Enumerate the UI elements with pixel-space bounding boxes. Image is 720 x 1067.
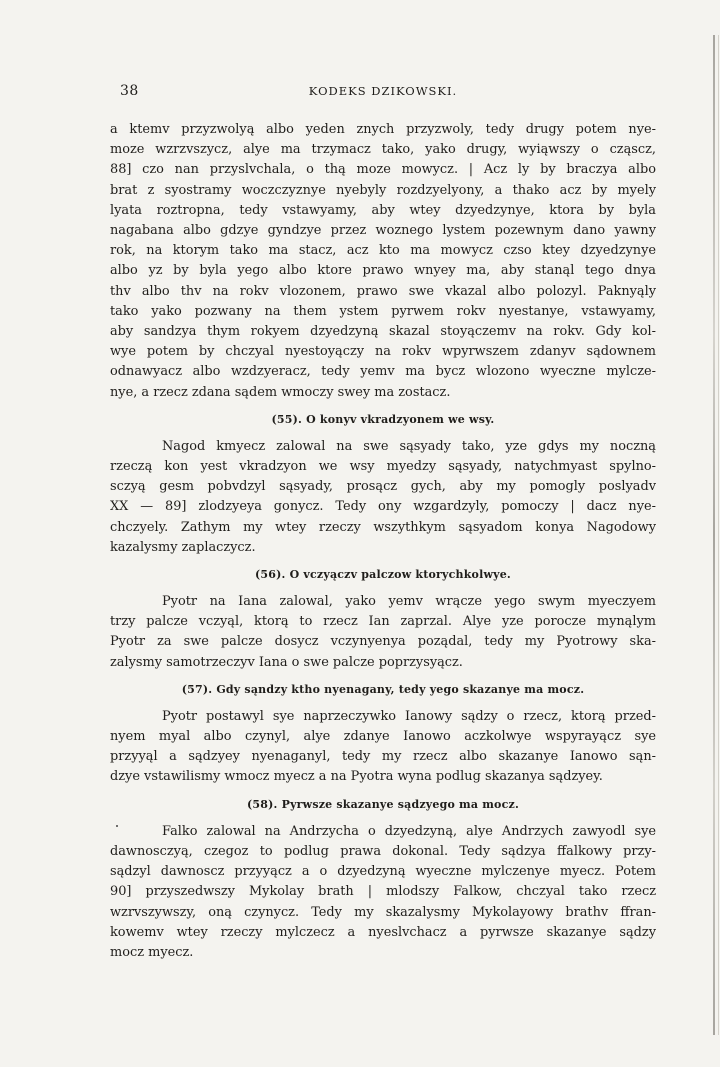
text-line: wye potem by chczyal nyestoyączy na rokv wpyrwszem zdanyv sądownem	[110, 344, 656, 360]
text-line: nagabana albo gdzye gyndzye przez woznego lystem pozewnym dano yawny	[110, 223, 656, 239]
text-line: tako yako pozwany na them ystem pyrwem rokv nyestanye, vstawyamy,	[110, 303, 656, 319]
section-56-text	[110, 592, 656, 673]
text-line: przyyąl a sądzyey nyenaganyl, tedy my rzecz albo skazanye Ianowo sąn-	[110, 749, 656, 765]
text-line: trzy palcze vczyąl, ktorą to rzecz Ian zaprzal. Alye yze porocze mynąlym	[110, 614, 656, 630]
text-line: Pyotr postawyl sye naprzeczywko Ianowy sądzy o rzecz, ktorą przed-	[162, 708, 656, 724]
text-line: rzeczą kon yest vkradzyon we wsy myedzy sąsyady, natychmyast spylno-	[110, 459, 656, 475]
page-header	[110, 83, 656, 107]
text-line: Pyotr na Iana zalowal, yako yemv wrącze yego swym myeczyem	[162, 594, 656, 610]
page-number: 38	[120, 83, 139, 99]
text-line: odnawyacz albo wzdzyeracz, tedy yemv ma bycz wlozono wyeczne mylcze-	[110, 364, 656, 380]
section-55-text	[110, 437, 656, 558]
text-line: 90] przyszedwszy Mykolay brath | mlodszy Falkow, chczyal tako rzecz	[110, 884, 656, 900]
text-line: kowemv wtey rzeczy mylczecz a nyeslvchacz a pyrwsze skazanye sądzy	[110, 924, 656, 940]
text-line: brat z syostramy woczczyznye nyebyly rozdzyelyony, a thako acz by myely	[110, 182, 656, 198]
document-page	[110, 83, 656, 963]
section-title-57: (57). Gdy sąndzy ktho nyenagany, tedy yego skazanye ma mocz.	[181, 682, 585, 696]
text-line: Nagod kmyecz zalowal na swe sąsyady tako, yze gdys my noczną	[162, 438, 656, 454]
text-line: nyem myal albo czynyl, alye zdanye Ianowo aczkolwye wspyrayącz sye	[110, 729, 656, 745]
text-line: zalysmy samotrzeczyv Iana o swe palcze poprzysyącz.	[110, 654, 463, 670]
page-edge-line	[718, 35, 719, 1035]
text-line: a ktemv przyzwolyą albo yeden znych przyzwoly, tedy drugy potem nye-	[110, 122, 656, 137]
text-line: Pyotr za swe palcze dosycz vczynyenya poządal, tedy my Pyotrowy ska-	[110, 634, 656, 650]
text-line: kazalysmy zaplaczycz.	[110, 539, 256, 555]
text-line: sądzyl dawnoscz przyyącz a o dzyedzyną wyeczne mylczenye myecz. Potem	[110, 864, 656, 880]
text-line: lyata roztropna, tedy vstawyamy, aby wtey dzyedzynye, ktora by byla	[110, 202, 656, 218]
text-line: thv albo thv na rokv vlozonem, prawo swe vkazal albo polozyl. Paknyąly	[110, 283, 656, 299]
text-line: dawnosczyą, czegoz to podlug prawa dokonal. Tedy sądzya ffalkowy przy-	[110, 843, 656, 859]
text-line: sczyą gesm pobvdzyl sąsyady, prosącz gych, aby my pomogly poslyadv	[110, 479, 656, 495]
text-line: XX — 89] zlodzyeya gonycz. Tedy ony wzgardzyly, pomoczy | dacz nye-	[110, 499, 656, 515]
text-line: dzye vstawilismy wmocz myecz a na Pyotra wyna podlug skazanya sądzyey.	[110, 769, 603, 785]
text-line: chczyely. Zathym my wtey rzeczy wszythkym sąsyadom konya Nagodowy	[110, 519, 656, 535]
text-line: rok, na ktorym tako ma stacz, acz kto ma mowycz czso ktey dzyedzynye	[110, 243, 656, 259]
section-title-56: (56). O vczyączv palczow ktorychkolwye.	[255, 568, 511, 582]
section-58-text	[110, 822, 656, 963]
section-57-text	[110, 707, 656, 788]
text-line: wzrvszywszy, oną czynycz. Tedy my skazalysmy Mykolayowy brathv ffran-	[110, 904, 656, 920]
text-line: aby sandzya thym rokyem dzyedzyną skazal stoyączemv na rokv. Gdy kol-	[110, 324, 656, 340]
section-title-58: (58). Pyrwsze skazanye sądzyego ma mocz.	[247, 797, 519, 811]
text-line: albo yz by byla yego albo ktore prawo wnyey ma, aby stanąl tego dnya	[110, 263, 656, 279]
section-title-55: (55). O konyv vkradzyonem we wsy.	[271, 412, 495, 426]
text-line: nye, a rzecz zdana sądem wmoczy swey ma zostacz.	[110, 384, 451, 400]
text-line: moze wzrzvszycz, alye ma trzymacz tako, yako drugy, wyiąwszy o cząscz,	[110, 142, 656, 158]
paragraph-continuation	[110, 120, 656, 403]
text-line: Falko zalowal na Andrzycha o dzyedzyną, alye Andrzych zawyodl sye	[162, 823, 656, 839]
page-edge-shadow	[713, 35, 715, 1035]
text-line: mocz myecz.	[110, 944, 194, 960]
running-head: KODEKS DZIKOWSKI.	[308, 84, 458, 98]
text-line: 88] czo nan przyslvchala, o thą moze mowycz. | Acz ly by braczya albo	[110, 162, 656, 178]
